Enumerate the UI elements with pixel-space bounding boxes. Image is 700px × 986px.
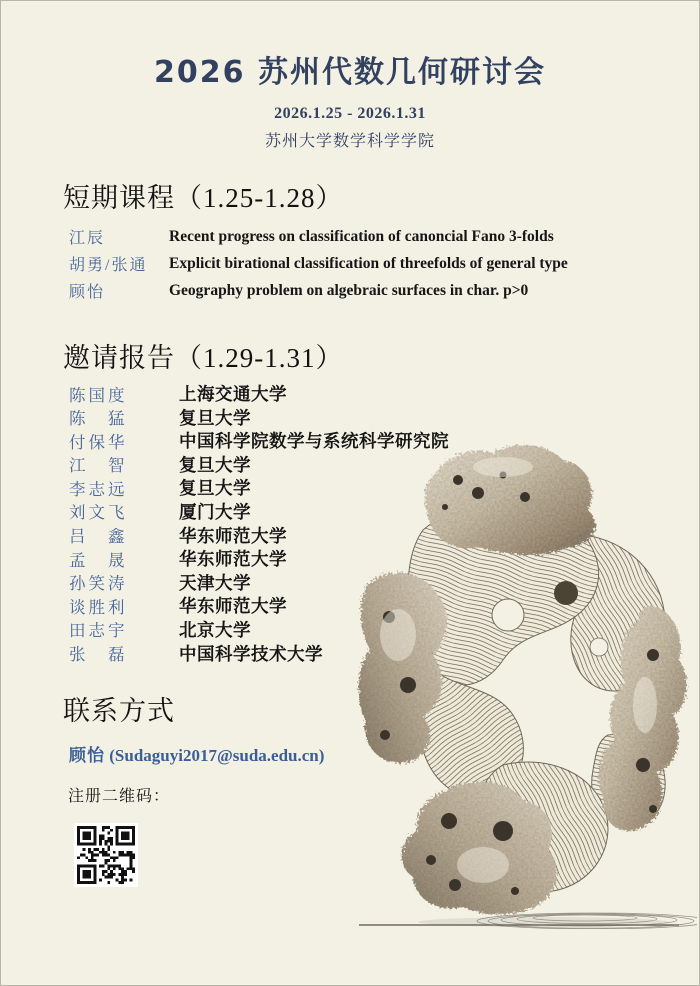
- speaker-affiliation: 厦门大学: [179, 501, 251, 522]
- speaker-name: 张 磊: [69, 645, 128, 665]
- speaker-name: 田志宇: [69, 621, 128, 641]
- qr-code: [74, 823, 138, 887]
- speaker-affiliation: 华东师范大学: [179, 549, 287, 570]
- speaker-name: 吕 鑫: [69, 527, 128, 547]
- course-row: [69, 250, 685, 277]
- speaker-name: 李志远: [69, 479, 128, 499]
- speaker-affiliation: 华东师范大学: [179, 596, 287, 617]
- course-row: [69, 277, 685, 304]
- course-speaker: 江辰: [69, 230, 106, 247]
- speaker-affiliation: 复旦大学: [179, 454, 251, 475]
- poster-venue: 苏州大学数学科学学院: [264, 131, 435, 150]
- poster-header: [1, 55, 699, 150]
- speaker-affiliation: 复旦大学: [179, 478, 251, 499]
- speaker-row: [69, 381, 685, 405]
- course-title: Explicit birational classification of threefolds of general type: [169, 254, 568, 272]
- course-title: Geography problem on algebraic surfaces in char. p>0: [169, 281, 529, 299]
- speaker-name: 江 智: [69, 456, 128, 476]
- speaker-name: 陈国度: [69, 385, 128, 405]
- speaker-affiliation: 华东师范大学: [179, 525, 287, 546]
- speaker-affiliation: 北京大学: [179, 619, 251, 640]
- speaker-name: 刘文飞: [69, 503, 128, 523]
- speaker-name: 孙笑涛: [69, 574, 128, 594]
- speaker-name: 陈 猛: [69, 409, 128, 429]
- course-speaker: 顾怡: [69, 284, 106, 301]
- scholar-rock-artwork: [353, 435, 697, 929]
- invited-talks-heading: 邀请报告（1.29-1.31）: [63, 343, 344, 373]
- short-course-heading: 短期课程（1.25-1.28）: [63, 183, 344, 213]
- short-course-list: [69, 223, 685, 304]
- speaker-name: 孟 晟: [69, 550, 128, 570]
- poster-title: 2026 苏州代数几何研讨会: [154, 55, 546, 90]
- contact-heading: 联系方式: [63, 696, 175, 726]
- course-title: Recent progress on classification of canoncial Fano 3-folds: [169, 227, 554, 245]
- speaker-affiliation: 上海交通大学: [179, 384, 287, 404]
- speaker-name: 付保华: [69, 432, 128, 452]
- speaker-row: [69, 405, 685, 429]
- speaker-affiliation: 复旦大学: [179, 407, 251, 428]
- course-speaker: 胡勇/张通: [69, 257, 148, 274]
- poster-dates: 2026.1.25 - 2026.1.31: [274, 105, 426, 122]
- speaker-affiliation: 中国科学技术大学: [179, 643, 323, 664]
- short-course-section: [63, 182, 685, 304]
- speaker-name: 谈胜利: [69, 597, 128, 617]
- contact-person: 顾怡: [69, 746, 105, 765]
- speaker-affiliation: 天津大学: [179, 572, 251, 593]
- speaker-affiliation: 中国科学院数学与系统科学研究院: [179, 431, 449, 452]
- course-row: [69, 223, 685, 250]
- scholar-rock-icon: [353, 435, 697, 929]
- contact-email: (Sudaguyi2017@suda.edu.cn): [109, 746, 325, 765]
- qr-label: 注册二维码：: [68, 788, 171, 805]
- qr-code-icon: [77, 826, 135, 884]
